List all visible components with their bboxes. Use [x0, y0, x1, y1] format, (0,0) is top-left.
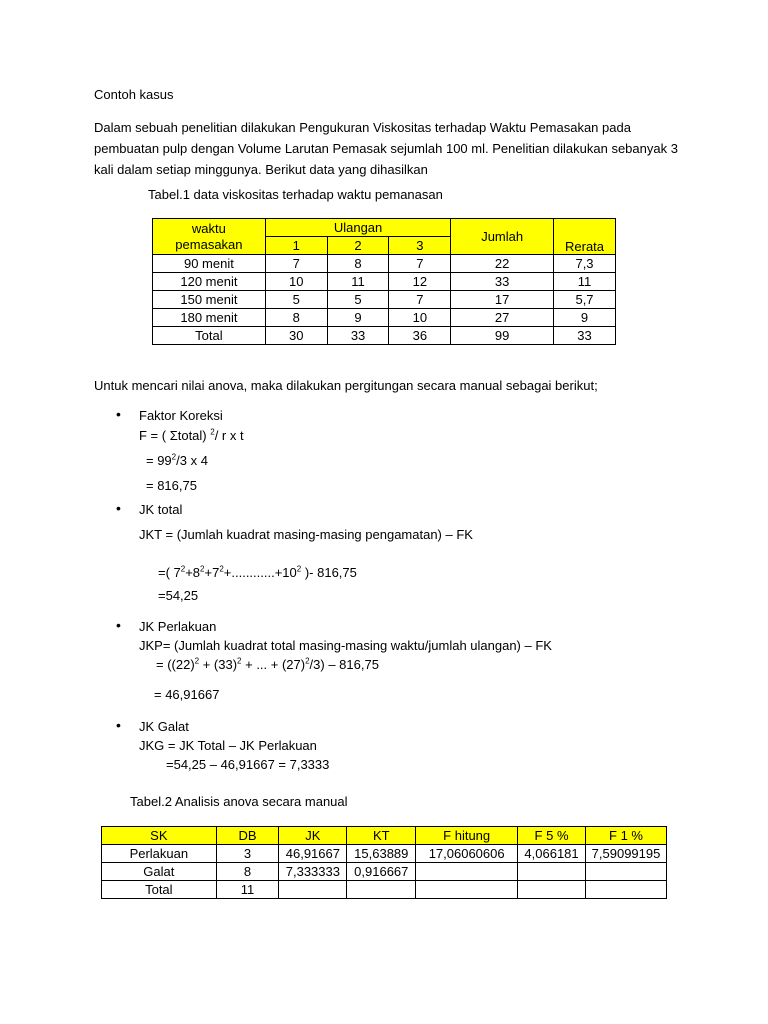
- table-row: Total 11: [102, 881, 667, 899]
- header-ulangan-2: 2: [327, 237, 389, 255]
- jk-perlakuan-result: = 46,91667: [154, 687, 220, 702]
- table-row: Galat 8 7,333333 0,916667: [102, 863, 667, 881]
- jk-perlakuan-formula: JKP= (Jumlah kuadrat total masing-masing waktu/jumlah ulangan) – FK: [139, 638, 552, 653]
- anova-intro: Untuk mencari nilai anova, maka dilakukan pergitungan secara manual sebagai berikut;: [94, 378, 598, 393]
- fk-result: = 816,75: [146, 478, 197, 493]
- table1-caption: Tabel.1 data viskositas terhadap waktu pemanasan: [148, 187, 443, 202]
- jk-perlakuan-calc: = ($(22)^2 + (33)^2$ + ... + $(27)^2/3) - 816,75$: [156, 656, 379, 672]
- page-title: Contoh kasus: [94, 87, 174, 102]
- header-db: DB: [216, 827, 279, 845]
- header-rerata: Rerata: [554, 219, 616, 255]
- jk-galat-calc: =54,25 – 46,91667 = 7,3333: [166, 757, 330, 772]
- fk-heading: Faktor Koreksi: [139, 408, 223, 423]
- header-sk: SK: [102, 827, 217, 845]
- header-f-hitung: F hitung: [416, 827, 518, 845]
- table-total-row: Total 30 33 36 99 33: [153, 327, 616, 345]
- header-f1: F 1 %: [586, 827, 667, 845]
- header-jk: JK: [279, 827, 347, 845]
- intro-line: pembuatan pulp dengan Volume Larutan Pemasak sejumlah 100 ml. Penelitian dilakukan sebanyak 3: [94, 141, 678, 156]
- header-ulangan: Ulangan: [265, 219, 450, 237]
- table-row: 180 menit 8 9 10 27 9: [153, 309, 616, 327]
- jk-total-formula: JKT = (Jumlah kuadrat masing-masing pengamatan) – FK: [139, 527, 473, 542]
- jk-total-result: =54,25: [158, 588, 199, 603]
- intro-line: kali dalam setiap minggunya. Berikut data yang dihasilkan: [94, 162, 428, 177]
- bullet-icon: •: [116, 617, 121, 633]
- viscosity-table: [152, 218, 616, 345]
- bullet-icon: •: [116, 717, 121, 733]
- fk-formula: F = ( Σtotal) $^2$/ r x t: [139, 427, 244, 443]
- anova-table: [101, 826, 667, 899]
- jk-total-heading: JK total: [139, 502, 183, 517]
- header-ulangan-1: 1: [265, 237, 327, 255]
- jk-galat-formula: JKG = JK Total – JK Perlakuan: [139, 738, 317, 753]
- jk-galat-heading: JK Galat: [139, 719, 189, 734]
- header-kt: KT: [347, 827, 416, 845]
- jk-perlakuan-heading: JK Perlakuan: [139, 619, 217, 634]
- table-row: 120 menit 10 11 12 33 11: [153, 273, 616, 291]
- fk-step: = $99^2/3$ x 4: [146, 452, 208, 468]
- anova-header-row: [102, 827, 667, 845]
- header-waktu: waktu pemasakan: [153, 219, 266, 255]
- intro-paragraph: [94, 117, 694, 180]
- table-row: 90 menit 7 8 7 22 7,3: [153, 255, 616, 273]
- table-row: 150 menit 5 5 7 17 5,7: [153, 291, 616, 309]
- header-ulangan-3: 3: [389, 237, 451, 255]
- header-f5: F 5 %: [518, 827, 586, 845]
- bullet-icon: •: [116, 500, 121, 516]
- header-jumlah: Jumlah: [451, 219, 554, 255]
- table2-caption: Tabel.2 Analisis anova secara manual: [130, 794, 348, 809]
- intro-line: Dalam sebuah penelitian dilakukan Pengukuran Viskositas terhadap Waktu Pemasakan pada: [94, 120, 631, 135]
- table-row: Perlakuan 3 46,91667 15,63889 17,06060606 4,066181 7,59099195: [102, 845, 667, 863]
- bullet-icon: •: [116, 406, 121, 422]
- jk-total-calc: =( $7^2+8^2+7^2+............+10^2$ )- 816,75: [158, 564, 357, 580]
